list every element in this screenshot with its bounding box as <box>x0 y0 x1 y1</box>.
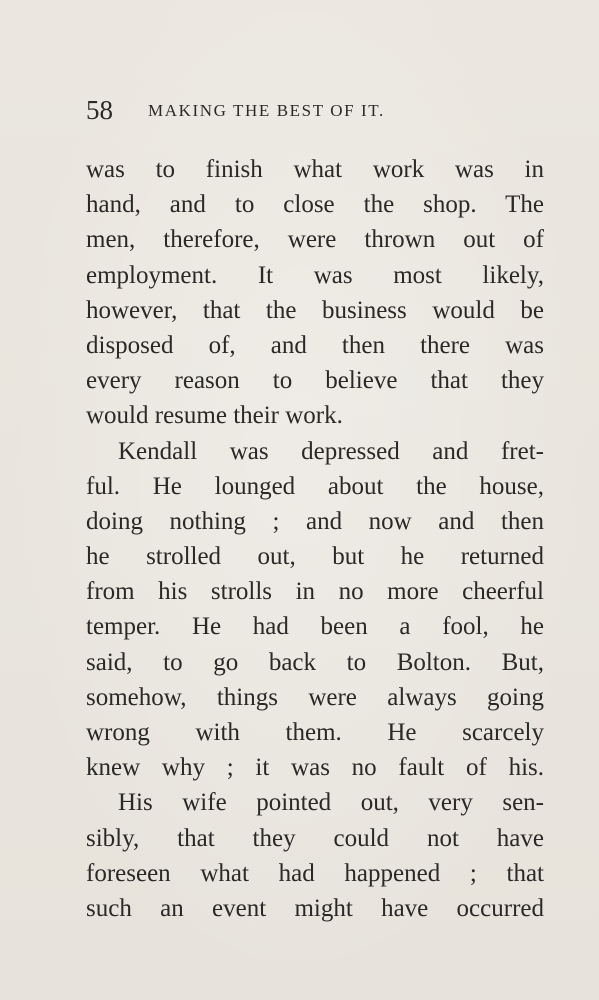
text-line: would resume their work. <box>86 402 343 430</box>
running-title: MAKING THE BEST OF IT. <box>148 101 385 120</box>
text-line: disposed of, and then there was <box>86 331 544 359</box>
text-line: wrong with them. He scarcely <box>86 719 544 746</box>
text-line: ful. He lounged about the house, <box>86 472 544 500</box>
text-line: men, therefore, were thrown out of <box>86 226 544 254</box>
text-line: foreseen what had happened ; that <box>86 859 544 887</box>
text-line: was to finish what work was in <box>86 156 544 183</box>
text-line: however, that the business would be <box>86 296 544 324</box>
text-line: every reason to believe that they <box>86 367 544 395</box>
text-line: knew why ; it was no fault of his. <box>86 754 544 782</box>
text-line: said, to go back to Bolton. But, <box>86 648 544 676</box>
text-line: employment. It was most likely, <box>86 261 544 289</box>
text-line: His wife pointed out, very sen- <box>118 789 544 817</box>
text-line: temper. He had been a fool, he <box>86 613 544 641</box>
text-line: from his strolls in no more cheerful <box>86 578 544 606</box>
body-text <box>86 152 544 926</box>
text-line: he strolled out, but he returned <box>86 543 544 571</box>
text-line: somehow, things were always going <box>86 683 544 711</box>
text-line: Kendall was depressed and fret- <box>118 437 544 465</box>
text-line: sibly, that they could not have <box>86 824 544 852</box>
running-head <box>86 94 546 126</box>
text-line: such an event might have occurred <box>86 894 544 922</box>
text-line: hand, and to close the shop. The <box>86 191 544 219</box>
page-number: 58 <box>86 95 113 125</box>
text-line: doing nothing ; and now and then <box>86 507 544 535</box>
